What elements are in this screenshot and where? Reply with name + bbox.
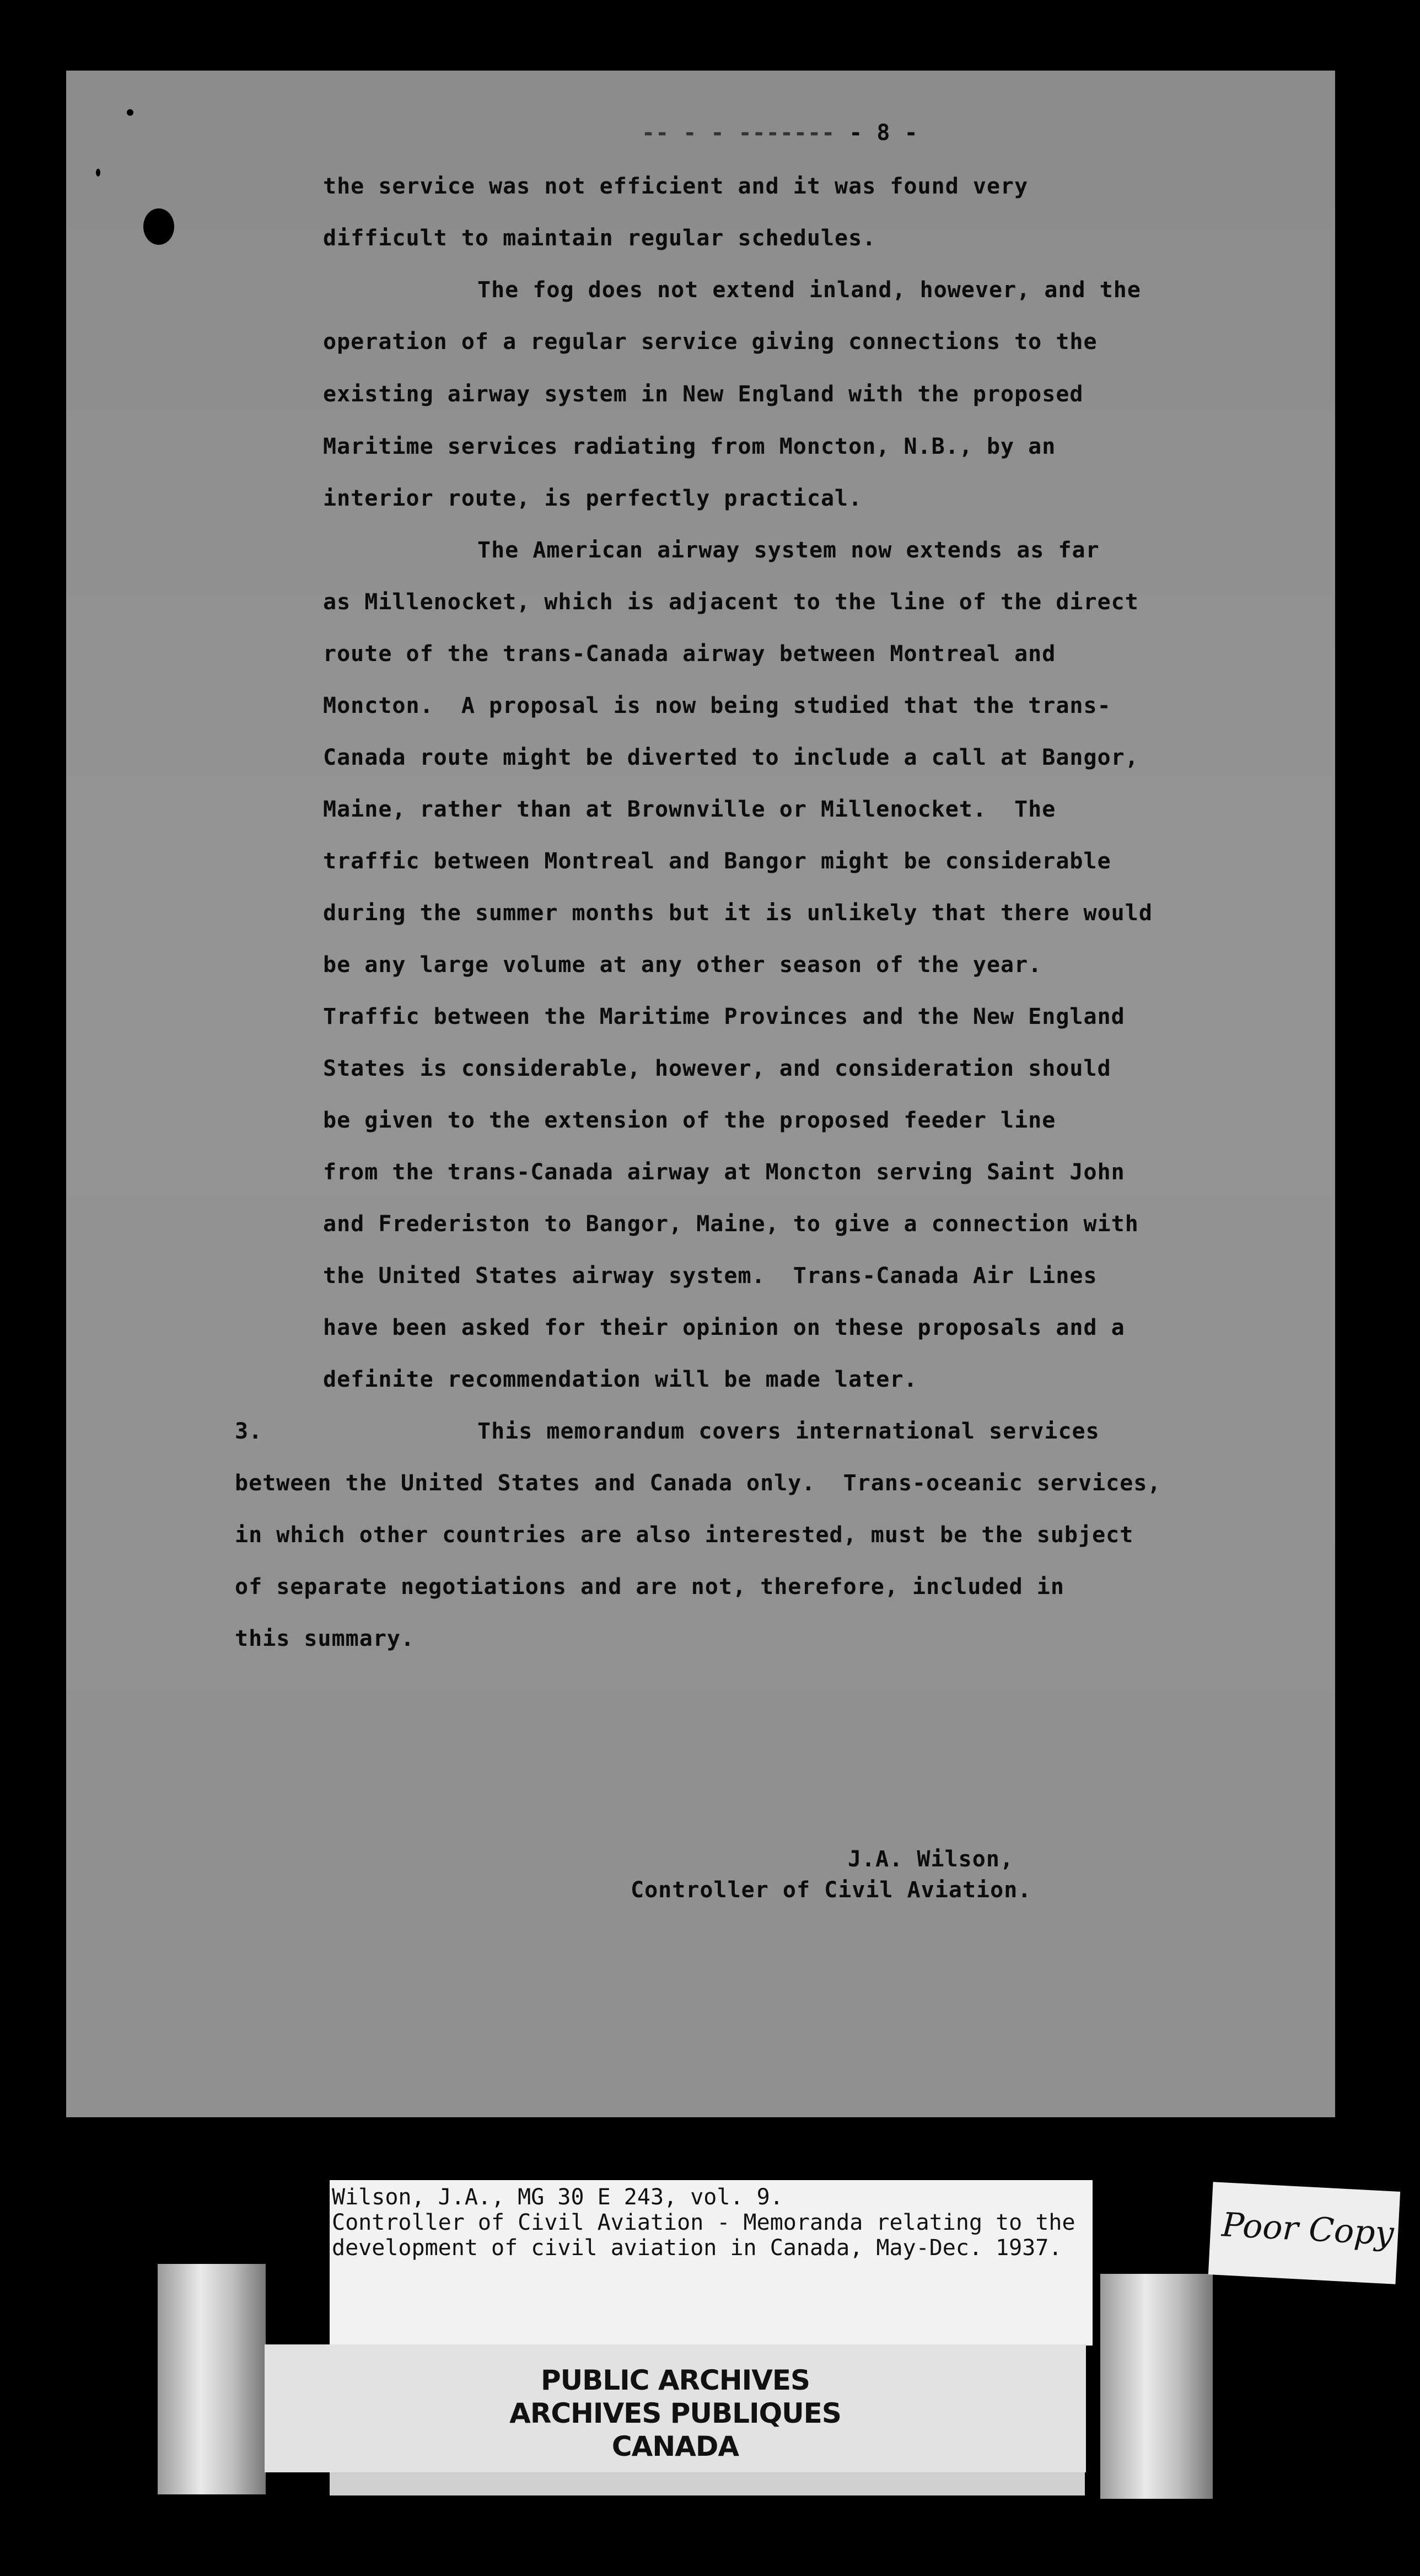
stamp-line-3: CANADA <box>611 2430 739 2462</box>
archival-clip-left <box>158 2264 266 2494</box>
document-page <box>66 71 1335 2117</box>
label-line-3: development of civil aviation in Canada, May-Dec. 1937. <box>332 2235 1062 2261</box>
body-line-19: be given to the extension of the proposed feeder line <box>323 1108 1056 1133</box>
typewritten-text <box>66 71 1335 2117</box>
body-line-16: be any large volume at any other season of the year. <box>323 952 1042 978</box>
label-line-2: Controller of Civil Aviation - Memoranda relating to the <box>332 2210 1075 2235</box>
body-line-17: Traffic between the Maritime Provinces and the New England <box>323 1004 1125 1029</box>
section-line-3: in which other countries are also interested, must be the subject <box>235 1522 1134 1548</box>
body-line-15: during the summer months but it is unlikely that there would <box>323 900 1153 926</box>
body-line-4: operation of a regular service giving connections to the <box>323 329 1098 355</box>
body-line-10: route of the trans-Canada airway between Montreal and <box>323 641 1056 667</box>
archive-reference-label <box>330 2180 1093 2346</box>
section-line-2: between the United States and Canada only. Trans-oceanic services, <box>235 1471 1161 1496</box>
body-line-5: existing airway system in New England with the proposed <box>323 382 1084 407</box>
body-line-3: The fog does not extend inland, however, and the <box>477 277 1141 303</box>
body-line-23: have been asked for their opinion on these proposals and a <box>323 1315 1125 1340</box>
note-text: Poor Copy <box>1220 2205 1395 2253</box>
section-line-4: of separate negotiations and are not, therefore, included in <box>235 1574 1064 1600</box>
body-line-11: Moncton. A proposal is now being studied that the trans- <box>323 693 1111 718</box>
section-line-5: this summary. <box>235 1626 415 1651</box>
body-line-21: and Frederiston to Bangor, Maine, to give a connection with <box>323 1211 1139 1237</box>
section-number: 3. <box>235 1419 263 1444</box>
signature-name: J.A. Wilson, <box>848 1847 1014 1872</box>
body-line-12: Canada route might be diverted to include a call at Bangor, <box>323 745 1139 770</box>
body-line-22: the United States airway system. Trans-Canada Air Lines <box>323 1263 1098 1289</box>
body-line-13: Maine, rather than at Brownville or Millenocket. The <box>323 797 1056 822</box>
body-line-6: Maritime services radiating from Moncton, N.B., by an <box>323 434 1056 459</box>
body-line-7: interior route, is perfectly practical. <box>323 486 863 511</box>
archives-stamp <box>265 2344 1086 2472</box>
body-line-1: the service was not efficient and it was found very <box>323 174 1029 199</box>
stamp-line-1: PUBLIC ARCHIVES <box>540 2364 810 2396</box>
stamp-line-2: ARCHIVES PUBLIQUES <box>509 2397 841 2429</box>
body-line-14: traffic between Montreal and Bangor might be considerable <box>323 849 1111 874</box>
archival-clip-right <box>1100 2274 1213 2499</box>
section-line-1: This memorandum covers international services <box>477 1419 1100 1444</box>
body-line-20: from the trans-Canada airway at Moncton serving Saint John <box>323 1160 1125 1185</box>
handwritten-note <box>1208 2182 1400 2284</box>
page-number: -- - - ------- - 8 - <box>642 120 918 146</box>
body-line-2: difficult to maintain regular schedules. <box>323 226 876 251</box>
signature-title: Controller of Civil Aviation. <box>631 1877 1032 1903</box>
body-line-18: States is considerable, however, and consideration should <box>323 1056 1111 1081</box>
body-line-24: definite recommendation will be made later. <box>323 1367 918 1392</box>
body-line-8: The American airway system now extends as far <box>477 538 1100 563</box>
body-line-9: as Millenocket, which is adjacent to the line of the direct <box>323 589 1139 615</box>
label-line-1: Wilson, J.A., MG 30 E 243, vol. 9. <box>332 2185 783 2210</box>
archive-strip <box>330 2472 1085 2496</box>
